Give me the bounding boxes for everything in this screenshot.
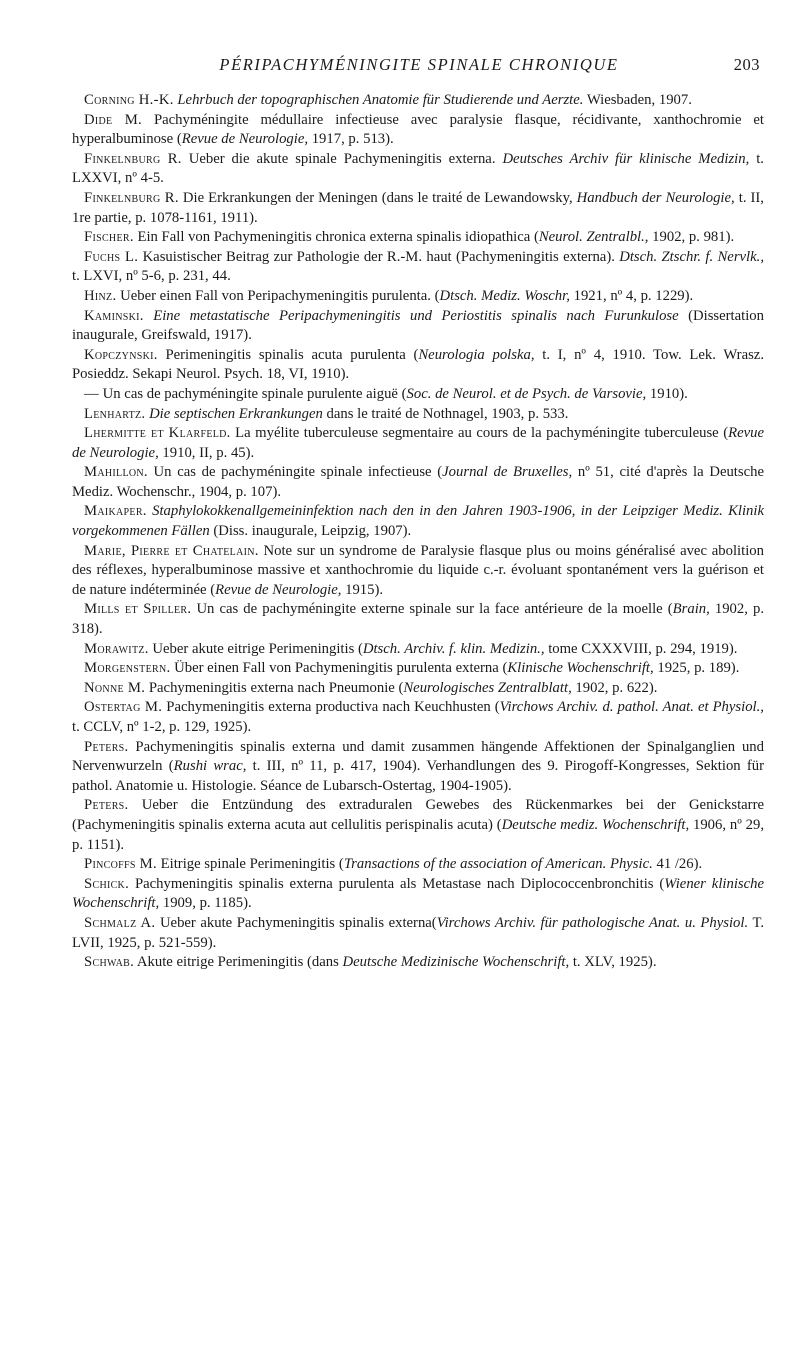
- bibliography-entry: [72, 111, 764, 150]
- page-number: 203: [733, 55, 760, 74]
- entry-rest: t. LXVI, nº 5-6, p. 231, 44.: [72, 268, 231, 285]
- entry-text: Die Erkrankungen der Meningen (dans le traité de Lewandowsky,: [178, 189, 577, 206]
- entry-rest: 1909, p. 1185).: [159, 895, 252, 912]
- entry-author: Peters.: [84, 797, 129, 814]
- entry-author: Hinz.: [84, 287, 117, 304]
- bibliography-entry: [72, 424, 764, 463]
- entry-rest: t. III, nº 11, p. 417, 1904). Verhandlungen des 9. Pirogoff-Kongresses, Sektion für pathol. Anatomie u. Histologie. Séance de Lubarsch-Ostertag, 1904-1905).: [72, 758, 764, 794]
- entry-rest: t. LXXVI, nº 4-5.: [72, 150, 764, 187]
- entry-text: Ein Fall von Pachymeningitis chronica externa spinalis idiopathica (: [133, 229, 539, 246]
- entry-text: Pachymeningitis spinalis externa purulenta als Metastase nach Diplococcenbronchitis (: [129, 875, 665, 892]
- bibliography-entry: [72, 228, 764, 248]
- entry-rest: (Diss. inaugurale, Leipzig, 1907).: [209, 523, 412, 540]
- entry-rest: t. I, nº 4, 1910. Tow. Lek. Wrasz. Posieddz. Sekapi Neurol. Psych. 18, VI, 1910).: [72, 346, 764, 383]
- bibliography-entry: [72, 287, 764, 307]
- entry-text: Pachymeningitis spinalis externa und damit zusammen hängende Affektionen der Spinalganglien und Nervenwurzeln (: [72, 738, 764, 775]
- entry-text: Ueber die Entzündung des extraduralen Gewebes des Rückenmarkes bei der Genickstarre (Pachymeningitis spinalis externa acuta aut cellulitis perispinalis acuta) (: [72, 797, 764, 833]
- entry-title-italic: Wiener klinische Wochenschrift,: [72, 875, 765, 912]
- entry-author: Schwab.: [84, 954, 135, 971]
- entry-rest: 1925, p. 189).: [653, 660, 740, 677]
- entry-rest: t. XLV, 1925).: [569, 954, 657, 971]
- bibliography-entry: [72, 405, 764, 425]
- entry-rest: 1902, p. 622).: [571, 679, 658, 696]
- entry-author: Corning H.-K.: [84, 92, 174, 108]
- entry-title-italic: Virchows Archiv. für pathologische Anat. u. Physiol.: [436, 914, 749, 931]
- entry-rest: nº 51, cité d'après la Deutsche Mediz. Wochenschr., 1904, p. 107).: [72, 464, 764, 500]
- entry-rest: 1910).: [646, 385, 688, 402]
- entry-author: Finkelnburg R.: [84, 189, 179, 206]
- entry-title-italic: Dtsch. Mediz. Woschr,: [439, 287, 570, 304]
- bibliography-entry: [72, 679, 764, 699]
- entry-title-italic: Deutsche Medizinische Wochenschrift,: [342, 954, 570, 971]
- entry-title-italic: Revue de Neurologie,: [72, 425, 764, 461]
- bibliography-entry: [72, 659, 764, 679]
- entry-title-italic: Brain,: [672, 601, 710, 618]
- bibliography-entry: [72, 855, 764, 875]
- entry-text: Un cas de pachyméningite externe spinale sur la face antérieure de la moelle (: [191, 601, 673, 618]
- entry-title-italic: Die septischen Erkrankungen: [149, 405, 323, 422]
- entry-rest: Wiesbaden, 1907.: [583, 92, 692, 108]
- entry-text: Ueber akute Pachymeningitis spinalis externa(: [155, 914, 437, 931]
- entry-author: Pincoffs M.: [84, 856, 157, 873]
- entry-title-italic: Klinische Wochenschrift,: [507, 660, 654, 677]
- entry-title-italic: Dtsch. Ztschr. f. Nervlk.,: [619, 248, 765, 265]
- entry-text: Un cas de pachyméningite spinale infectieuse (: [147, 464, 443, 481]
- entry-title-italic: Eine metastatische Peripachymeningitis und Periostitis spinalis nach Furunkulose: [153, 307, 679, 324]
- bibliography-entry: [72, 91, 764, 111]
- bibliography-entry: [72, 502, 764, 541]
- entry-title-italic: Deutsche mediz. Wochenschrift,: [501, 816, 690, 833]
- bibliography-entry: [72, 914, 764, 953]
- entry-title-italic: Journal de Bruxelles,: [442, 464, 573, 481]
- entry-rest: 41 /26).: [652, 856, 703, 873]
- entry-author: Peters.: [84, 738, 129, 755]
- entry-author: Fischer.: [84, 229, 134, 246]
- entry-text: La myélite tuberculeuse segmentaire au cours de la pachyméningite tuberculeuse (: [230, 425, 729, 442]
- bibliography-list: [72, 91, 764, 973]
- entry-rest: 1915).: [341, 581, 384, 598]
- entry-title-italic: Soc. de Neurol. et de Psych. de Varsovie,: [406, 385, 647, 402]
- entry-text: Ueber einen Fall von Peripachymeningitis purulenta. (: [116, 287, 440, 304]
- entry-title-italic: Transactions of the association of American. Physic.: [343, 856, 653, 873]
- entry-rest: 1917, p. 513).: [308, 131, 394, 148]
- entry-author: Finkelnburg R.: [84, 150, 182, 167]
- entry-text: Ueber die akute spinale Pachymeningitis externa.: [181, 150, 503, 167]
- entry-title-italic: Lehrbuch der topographischen Anatomie für Studierende und Aerzte.: [177, 92, 584, 108]
- entry-author: —: [84, 385, 99, 402]
- entry-author: Lhermitte et Klarfeld.: [84, 425, 231, 442]
- running-title: PÉRIPACHYMÉNINGITE SPINALE CHRONIQUE: [219, 55, 619, 74]
- entry-author: Fuchs L.: [84, 248, 139, 265]
- entry-title-italic: Rushi wrac,: [173, 758, 247, 775]
- entry-text: Perimeningitis spinalis acuta purulenta (: [157, 346, 419, 363]
- entry-text: Eitrige spinale Perimeningitis (: [157, 856, 344, 873]
- bibliography-entry: [72, 150, 764, 189]
- entry-author: Kaminski.: [84, 307, 144, 324]
- bibliography-entry: [72, 385, 764, 405]
- bibliography-entry: [72, 875, 764, 914]
- bibliography-entry: [72, 248, 764, 287]
- entry-rest: 1921, nº 4, p. 1229).: [569, 287, 694, 304]
- bibliography-entry: [72, 463, 764, 502]
- entry-rest: 1910, II, p. 45).: [158, 444, 255, 461]
- entry-rest: T. LVII, 1925, p. 521-559).: [72, 914, 765, 951]
- bibliography-entry: [72, 796, 764, 855]
- entry-title-italic: Neurol. Zentralbl.,: [538, 229, 649, 246]
- entry-title-italic: Dtsch. Archiv. f. klin. Medizin.,: [362, 640, 545, 657]
- entry-author: Schmalz A.: [84, 914, 156, 931]
- entry-rest: 1902, p. 981).: [648, 229, 735, 246]
- entry-author: Maikaper.: [84, 503, 147, 520]
- entry-text: Un cas de pachyméningite spinale purulente aiguë (: [99, 385, 407, 402]
- entry-title-italic: Revue de Neurologie,: [181, 131, 309, 148]
- entry-author: Schick.: [84, 875, 130, 892]
- entry-text: [144, 308, 153, 324]
- running-head: [78, 55, 760, 79]
- entry-author: Mills et Spiller.: [84, 601, 192, 618]
- entry-title-italic: Revue de Neurologie,: [215, 581, 342, 598]
- entry-text: Ueber akute eitrige Perimeningitis (: [148, 640, 363, 657]
- bibliography-entry: [72, 307, 764, 346]
- bibliography-entry: [72, 953, 764, 973]
- entry-author: Morawitz.: [84, 640, 149, 657]
- bibliography-entry: [72, 640, 764, 660]
- entry-text: Kasuistischer Beitrag zur Pathologie der R.-M. haut (Pachymeningitis externa).: [138, 248, 620, 265]
- entry-author: Marie, Pierre et Chatelain.: [84, 542, 259, 559]
- entry-rest: dans le traité de Nothnagel, 1903, p. 533.: [322, 405, 569, 422]
- entry-title-italic: Deutsches Archiv für klinische Medizin,: [502, 150, 750, 167]
- bibliography-entry: [72, 189, 764, 228]
- entry-rest: 1902, p. 318).: [72, 601, 765, 638]
- entry-author: Lenhartz.: [84, 405, 146, 422]
- entry-rest: t. CCLV, nº 1-2, p. 129, 1925).: [72, 719, 252, 735]
- entry-rest: tome CXXXVIII, p. 294, 1919).: [544, 640, 738, 657]
- entry-text: Über einen Fall von Pachymeningitis purulenta externa (: [170, 660, 508, 677]
- entry-rest: t. II, 1re partie, p. 1078-1161, 1911).: [72, 189, 764, 226]
- entry-rest: 1906, nº 29, p. 1151).: [72, 816, 764, 853]
- entry-author: Mahillon.: [84, 464, 148, 481]
- entry-rest: (Dissertation inaugurale, Greifswald, 1917).: [72, 307, 764, 344]
- bibliography-entry: [72, 698, 764, 737]
- entry-author: Kopczynski.: [84, 346, 158, 363]
- entry-text: Pachymeningitis externa productiva nach Keuchhusten (: [162, 699, 500, 716]
- bibliography-entry: [72, 542, 764, 601]
- bibliography-entry: [72, 738, 764, 797]
- entry-author: Morgenstern.: [84, 660, 171, 677]
- entry-author: Dide M.: [84, 111, 143, 128]
- entry-author: Nonne M.: [84, 679, 146, 696]
- entry-text: Pachymeningitis externa nach Pneumonie (: [145, 679, 404, 696]
- entry-title-italic: Neurologia polska,: [418, 346, 535, 363]
- bibliography-entry: [72, 600, 764, 639]
- entry-text: Note sur un syndrome de Paralysie flasque plus ou moins généralisé avec abolition des réflexes, hyperalbuminose massive et xanthochromie du liquide c.-r. évoluant spontanément vers la guérison et de nature indéterminée (: [72, 542, 764, 598]
- bibliography-entry: [72, 346, 764, 385]
- entry-title-italic: Handbuch der Neurologie,: [576, 189, 735, 206]
- entry-author: Ostertag M.: [84, 699, 163, 716]
- entry-title-italic: Virchows Archiv. d. pathol. Anat. et Physiol.,: [499, 699, 764, 716]
- entry-text: Pachyméningite médullaire infectieuse avec paralysie flasque, récidivante, xanthochromie et hyperalbuminose (: [72, 111, 764, 148]
- entry-text: Akute eitrige Perimeningitis (dans: [134, 954, 343, 971]
- entry-title-italic: Neurologisches Zentralblatt,: [403, 679, 572, 696]
- entry-title-italic: Staphylokokkenallgemeininfektion nach den in den Jahren 1903-1906, in der Leipziger Mediz. Klinik vorgekommenen Fällen: [72, 503, 765, 540]
